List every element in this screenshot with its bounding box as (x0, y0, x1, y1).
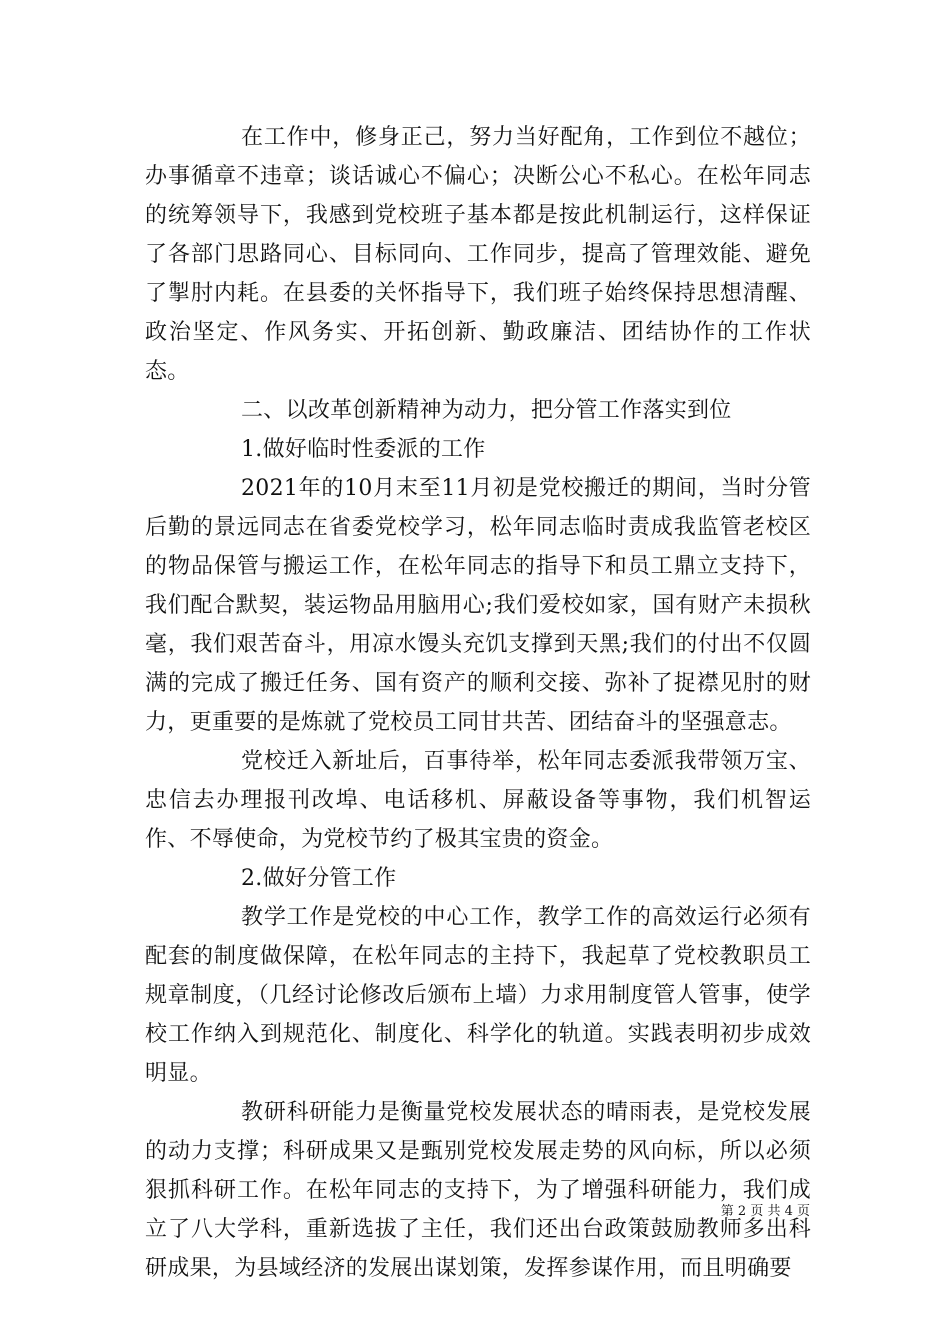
subheading-temporary-assignment: 1.做好临时性委派的工作 (241, 437, 486, 462)
paragraph-new-site: 党校迁入新址后，百事待举，松年同志委派我带领万宝、忠信去办理报刊改埠、电话移机、屏蔽设备等事物，我们机智运作、不辱使命，为党校节约了极其宝贵的资金。 (145, 749, 811, 852)
paragraph-work-ethics: 在工作中，修身正己，努力当好配角，工作到位不越位；办事循章不违章；谈话诚心不偏心；决断公心不私心。在松年同志的统筹领导下，我感到党校班子基本都是按此机制运行，这样保证了各部门思路同心、目标同向、工作同步，提高了管理效能、避免了掣肘内耗。在县委的关怀指导下，我们班子始终保持思想清醒、政治坚定、作风务实、开拓创新、勤政廉洁、团结协作的工作状态。 (145, 125, 811, 384)
page-number-footer: 第 2 页 共 4 页 (720, 1204, 810, 1219)
document-body (145, 118, 811, 1288)
paragraph-research: 教研科研能力是衡量党校发展状态的晴雨表，是党校发展的动力支撑；科研成果又是甄别党校发展走势的风向标，所以必须狠抓科研工作。在松年同志的支持下，为了增强科研能力，我们成立了八大学科，重新选拔了主任，我们还出台政策鼓励教师多出科研成果，为县域经济的发展出谋划策，发挥参谋作用，而且明确要 (145, 1100, 811, 1281)
paragraph-teaching-system: 教学工作是党校的中心工作，教学工作的高效运行必须有配套的制度做保障，在松年同志的主持下，我起草了党校教职员工规章制度，（几经讨论修改后颁布上墙）力求用制度管人管事，使学校工作纳入到规范化、制度化、科学化的轨道。实践表明初步成效明显。 (145, 905, 811, 1086)
section-heading-reform: 二、以改革创新精神为动力，把分管工作落实到位 (241, 398, 732, 423)
paragraph-relocation: 2021年的10月末至11月初是党校搬迁的期间，当时分管后勤的景远同志在省委党校学习，松年同志临时责成我监管老校区的物品保管与搬运工作，在松年同志的指导下和员工鼎立支持下，我们配合默契，装运物品用脑用心;我们爱校如家，国有财产未损秋毫，我们艰苦奋斗，用凉水馒头充饥支撑到天黑;我们的付出不仅圆满的完成了搬迁任务、国有资产的顺利交接、弥补了捉襟见肘的财力，更重要的是炼就了党校员工同甘共苦、团结奋斗的坚强意志。 (145, 476, 811, 735)
subheading-managed-work: 2.做好分管工作 (241, 866, 397, 891)
